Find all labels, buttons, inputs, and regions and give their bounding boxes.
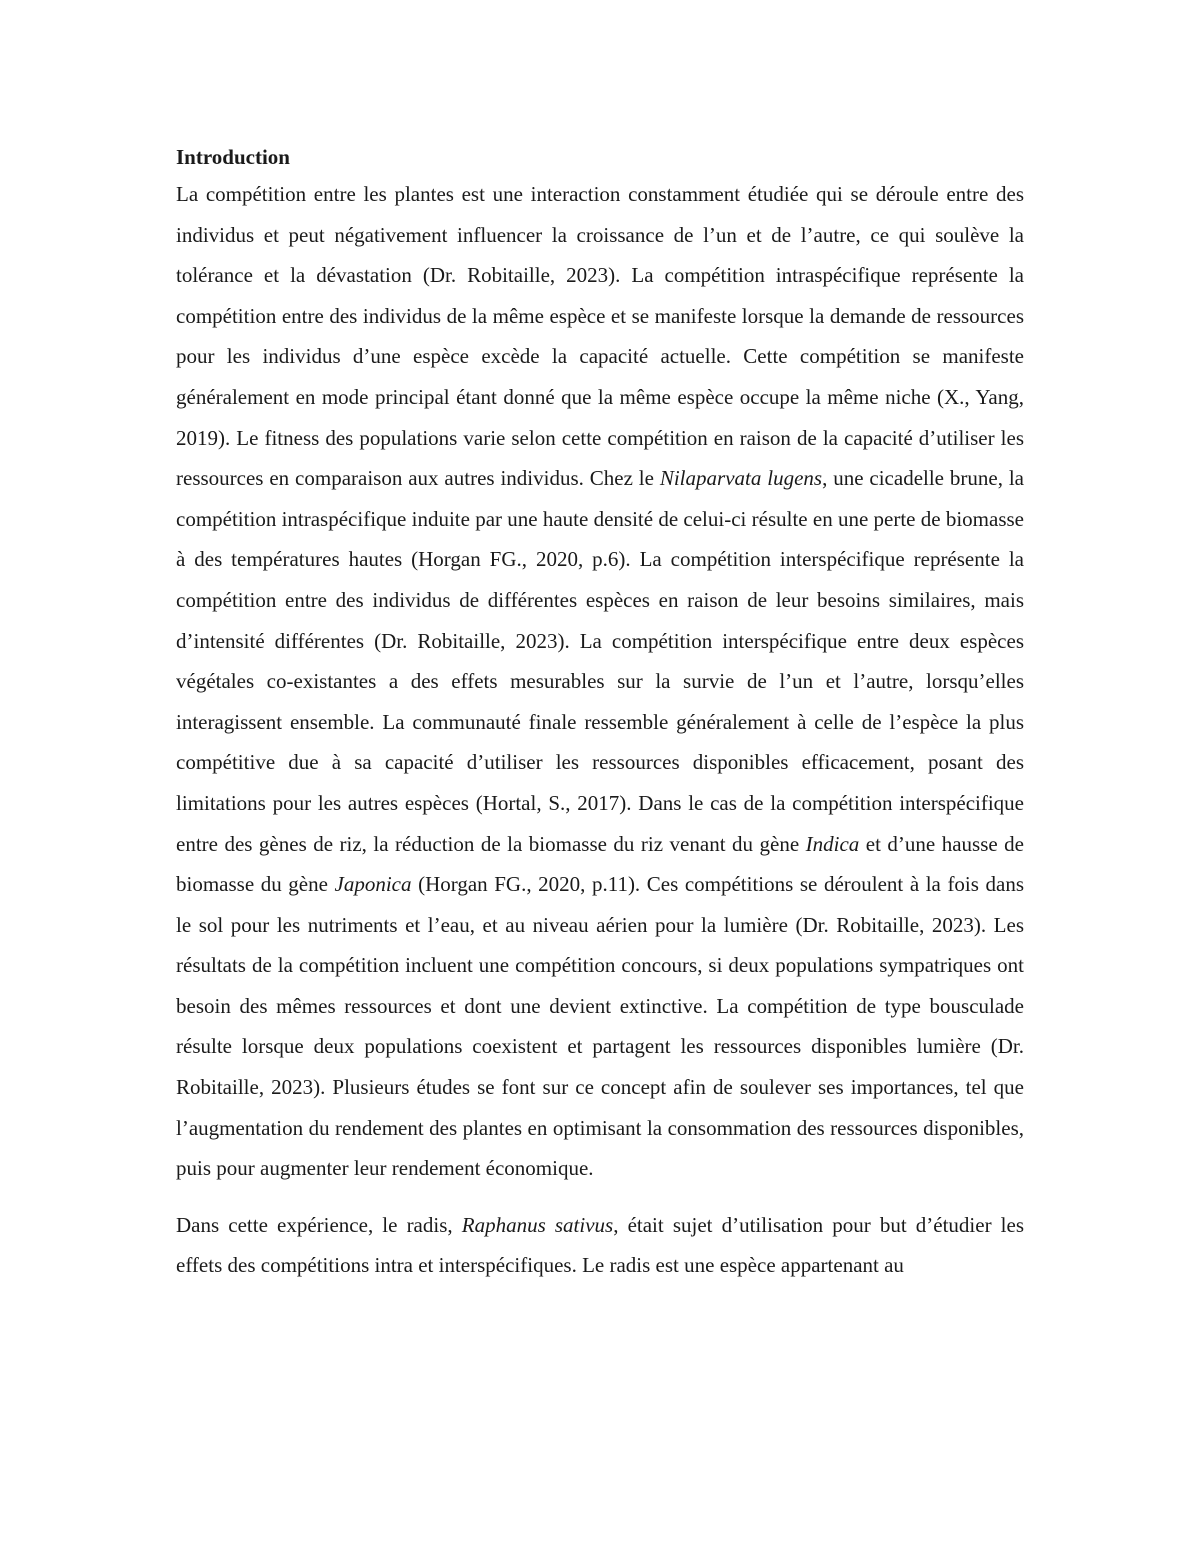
paragraph-text: et d’une hausse de biomasse du gène xyxy=(176,831,1024,897)
paragraph-text: La compétition entre les plantes est une interaction constamment étudiée qui se déroule entre des individus et peut négativement influencer la croissance de l’un et de l’autre, ce qui soulève la tolérance et la dévastation (Dr. Robitaille, 2023). La compétition intraspécifique représente la compétition entre des individus de la même espèce et se manifeste lorsque la demande de ressources pour les individus d’une espèce excède la capacité actuelle. Cette compétition se manifeste généralement en mode principal étant donné que la même espèce occupe la même niche (X., Yang, 2019). Le fitness des populations varie selon cette compétition en raison de la capacité d’utiliser les ressources en comparaison aux autres individus. Chez le xyxy=(176,182,1024,491)
paragraph-text: , une cicadelle brune, la compétition intraspécifique induite par une haute densité de celui-ci résulte en une perte de biomasse à des températures hautes (Horgan FG., 2020, p.6). La compétition interspécifique représente la compétition entre des individus de différentes espèces en raison de leur besoins similaires, mais d’intensité différentes (Dr. Robitaille, 2023). La compétition interspécifique entre deux espèces végétales co-existantes a des effets mesurables sur la survie de l’un et l’autre, lorsqu’elles interagissent ensemble. La communauté finale ressemble généralement à celle de l’espèce la plus compétitive due à sa capacité d’utiliser les ressources disponibles efficacement, posant des limitations pour les autres espèces (Hortal, S., 2017). Dans le cas de la compétition interspécifique entre des gènes de riz, la réduction de la biomasse du riz venant du gène xyxy=(176,466,1024,856)
experiment-paragraph xyxy=(176,1205,1024,1286)
gene-name: Indica xyxy=(805,831,860,856)
section-heading: Introduction xyxy=(176,145,290,169)
document-page xyxy=(176,140,1024,1286)
species-name: Nilaparvata lugens xyxy=(659,466,823,491)
gene-name: Japonica xyxy=(334,872,412,897)
paragraph-text: Dans cette expérience, le radis, xyxy=(176,1212,462,1237)
species-name: Raphanus sativus xyxy=(461,1212,614,1237)
paragraph-text: , était sujet d’utilisation pour but d’étudier les effets des compétitions intra et interspécifiques. Le radis est une espèce appartenant au xyxy=(176,1212,1024,1278)
paragraph-text: (Horgan FG., 2020, p.11). Ces compétitions se déroulent à la fois dans le sol pour les nutriments et l’eau, et au niveau aérien pour la lumière (Dr. Robitaille, 2023). Les résultats de la compétition incluent une compétition concours, si deux populations sympatriques ont besoin des mêmes ressources et dont une devient extinctive. La compétition de type bousculade résulte lorsque deux populations coexistent et partagent les ressources disponibles lumière (Dr. Robitaille, 2023). Plusieurs études se font sur ce concept afin de soulever ses importances, tel que l’augmentation du rendement des plantes en optimisant la consommation des ressources disponibles, puis pour augmenter leur rendement économique. xyxy=(176,872,1025,1181)
introduction-paragraph xyxy=(176,174,1024,1189)
